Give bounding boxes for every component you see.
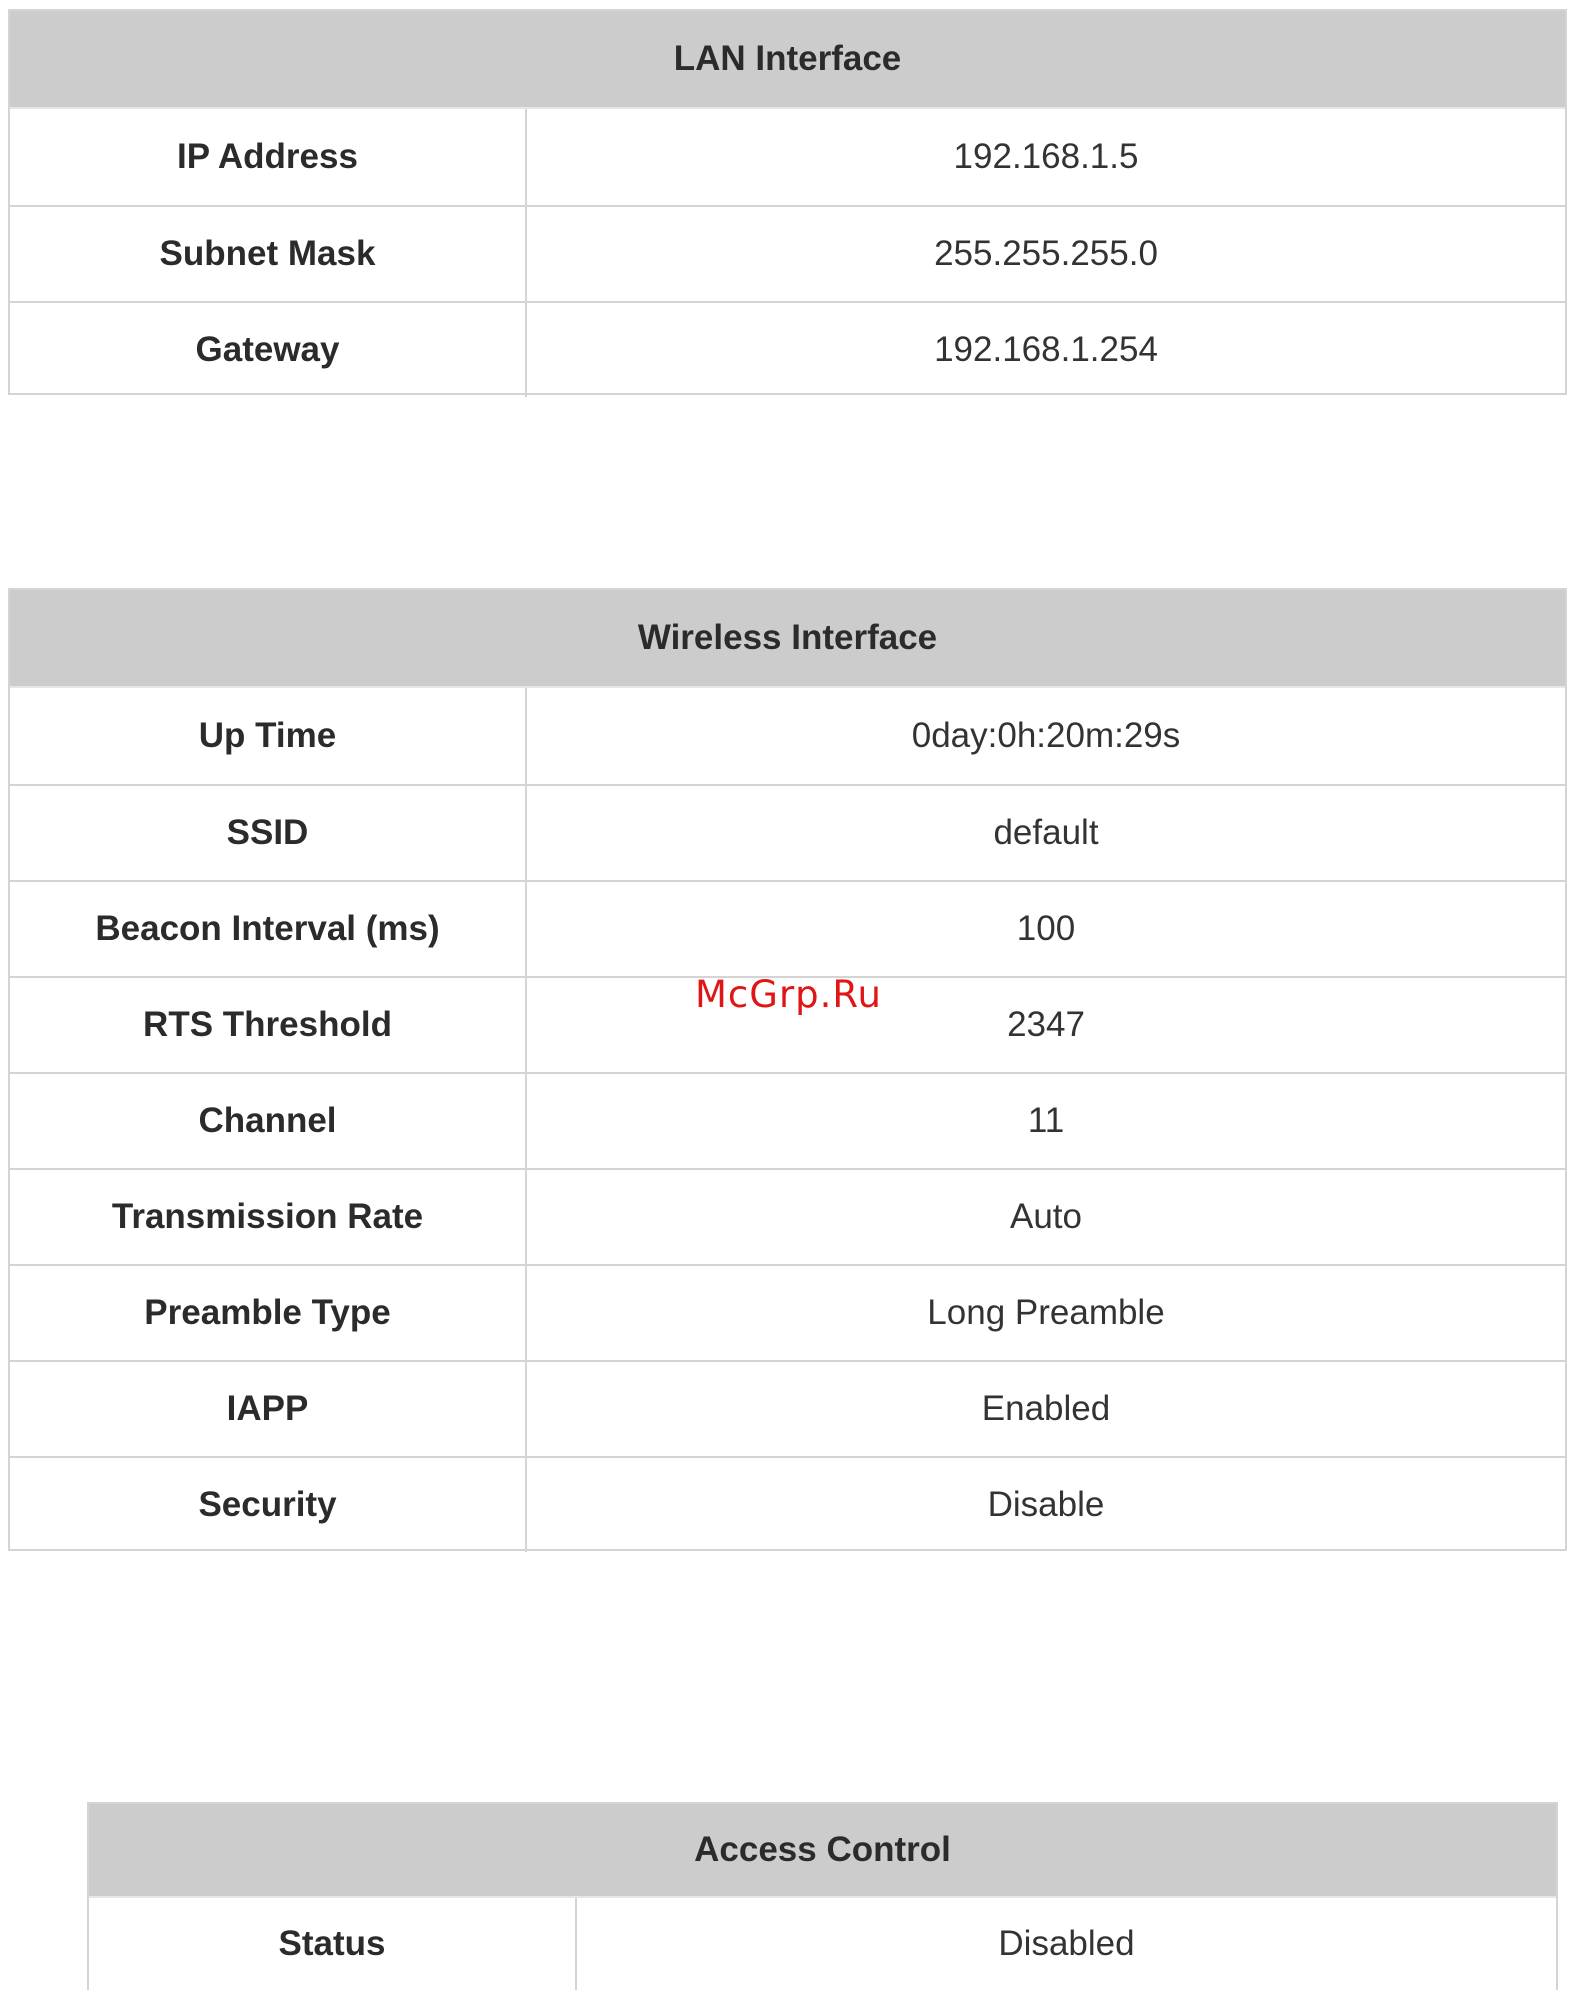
transmission-rate-value: Auto <box>1010 1197 1082 1236</box>
iapp-label: IAPP <box>10 1362 527 1456</box>
subnet-mask-value: 255.255.255.0 <box>934 234 1158 273</box>
table-row <box>10 1456 1565 1552</box>
lan-interface-title: LAN Interface <box>10 11 1565 109</box>
gateway-label: Gateway <box>10 303 527 397</box>
preamble-type-label: Preamble Type <box>10 1266 527 1360</box>
rts-threshold-value: 2347 <box>1007 1005 1085 1044</box>
table-row <box>10 1072 1565 1168</box>
up-time-label: Up Time <box>10 688 527 784</box>
wireless-interface-title: Wireless Interface <box>10 590 1565 688</box>
table-row <box>10 688 1565 784</box>
beacon-interval-label: Beacon Interval (ms) <box>10 882 527 976</box>
table-row <box>10 205 1565 301</box>
lan-interface-body <box>10 109 1565 397</box>
transmission-rate-label: Transmission Rate <box>10 1170 527 1264</box>
table-row <box>89 1898 1556 1990</box>
lan-interface-table <box>8 9 1567 395</box>
access-control-title: Access Control <box>89 1804 1556 1898</box>
table-row <box>10 301 1565 397</box>
ssid-value: default <box>993 813 1099 852</box>
access-control-table <box>87 1802 1558 1990</box>
status-value: Disabled <box>998 1924 1135 1963</box>
table-row <box>10 880 1565 976</box>
beacon-interval-value: 100 <box>1016 909 1076 948</box>
table-row <box>10 1168 1565 1264</box>
table-row <box>10 109 1565 205</box>
watermark-text: McGrp.Ru <box>695 973 882 1016</box>
iapp-value: Enabled <box>981 1389 1111 1428</box>
wireless-interface-body <box>10 688 1565 1552</box>
preamble-type-value: Long Preamble <box>927 1293 1165 1332</box>
wireless-interface-table <box>8 588 1567 1551</box>
status-label: Status <box>89 1898 577 1990</box>
table-row <box>10 1264 1565 1360</box>
ip-address-value: 192.168.1.5 <box>953 137 1139 176</box>
ssid-label: SSID <box>10 786 527 880</box>
ip-address-label: IP Address <box>10 109 527 205</box>
security-label: Security <box>10 1458 527 1552</box>
channel-label: Channel <box>10 1074 527 1168</box>
table-row <box>10 784 1565 880</box>
rts-threshold-label: RTS Threshold <box>10 978 527 1072</box>
access-control-body <box>89 1898 1556 1990</box>
channel-value: 11 <box>1027 1101 1065 1140</box>
security-value: Disable <box>987 1485 1105 1524</box>
subnet-mask-label: Subnet Mask <box>10 207 527 301</box>
up-time-value: 0day:0h:20m:29s <box>911 716 1181 755</box>
gateway-value: 192.168.1.254 <box>934 330 1158 369</box>
table-row <box>10 1360 1565 1456</box>
